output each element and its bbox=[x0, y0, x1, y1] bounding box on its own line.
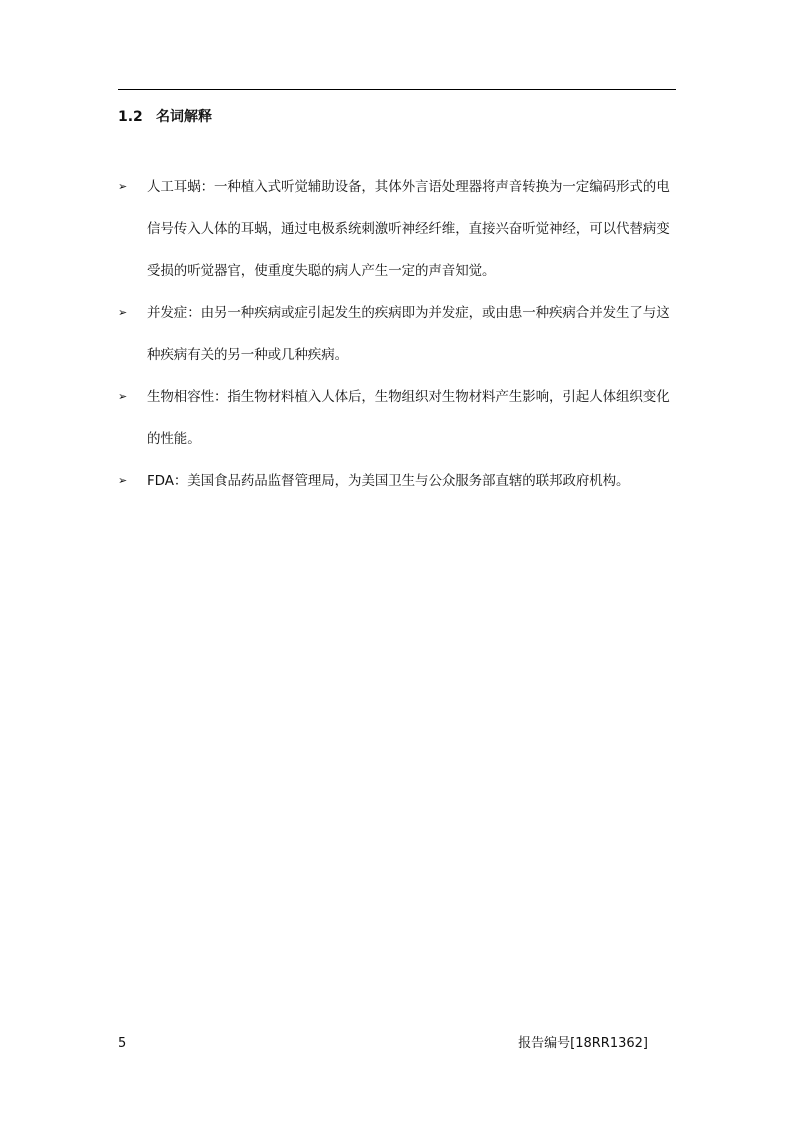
arrow-bullet-icon: ➢ bbox=[118, 390, 128, 403]
term-definition: 人工耳蜗：一种植入式听觉辅助设备，其体外言语处理器将声音转换为一定编码形式的电信号传入人体的耳蜗，通过电极系统刺激听神经纤维，直接兴奋听觉神经，可以代替病变受损的听觉器官，使重度失聪的病人产生一定的声音知觉。 bbox=[147, 179, 670, 279]
arrow-bullet-icon: ➢ bbox=[118, 180, 128, 193]
list-item bbox=[118, 460, 678, 502]
arrow-bullet-icon: ➢ bbox=[118, 306, 128, 319]
term-list bbox=[118, 166, 678, 502]
report-number: 报告编号[18RR1362] bbox=[518, 1036, 648, 1051]
section-heading bbox=[118, 106, 212, 128]
term-definition: FDA：美国食品药品监督管理局，为美国卫生与公众服务部直辖的联邦政府机构。 bbox=[147, 473, 630, 489]
header-rule bbox=[118, 89, 676, 90]
list-item bbox=[118, 166, 678, 292]
section-title: 名词解释 bbox=[156, 109, 212, 125]
list-item bbox=[118, 376, 678, 460]
term-definition: 并发症：由另一种疾病或症引起发生的疾病即为并发症，或由患一种疾病合并发生了与这种疾病有关的另一种或几种疾病。 bbox=[147, 305, 670, 363]
section-number: 1.2 bbox=[118, 109, 143, 125]
list-item bbox=[118, 292, 678, 376]
page-number: 5 bbox=[118, 1036, 127, 1051]
arrow-bullet-icon: ➢ bbox=[118, 474, 128, 487]
term-definition: 生物相容性：指生物材料植入人体后，生物组织对生物材料产生影响，引起人体组织变化的性能。 bbox=[147, 389, 670, 447]
